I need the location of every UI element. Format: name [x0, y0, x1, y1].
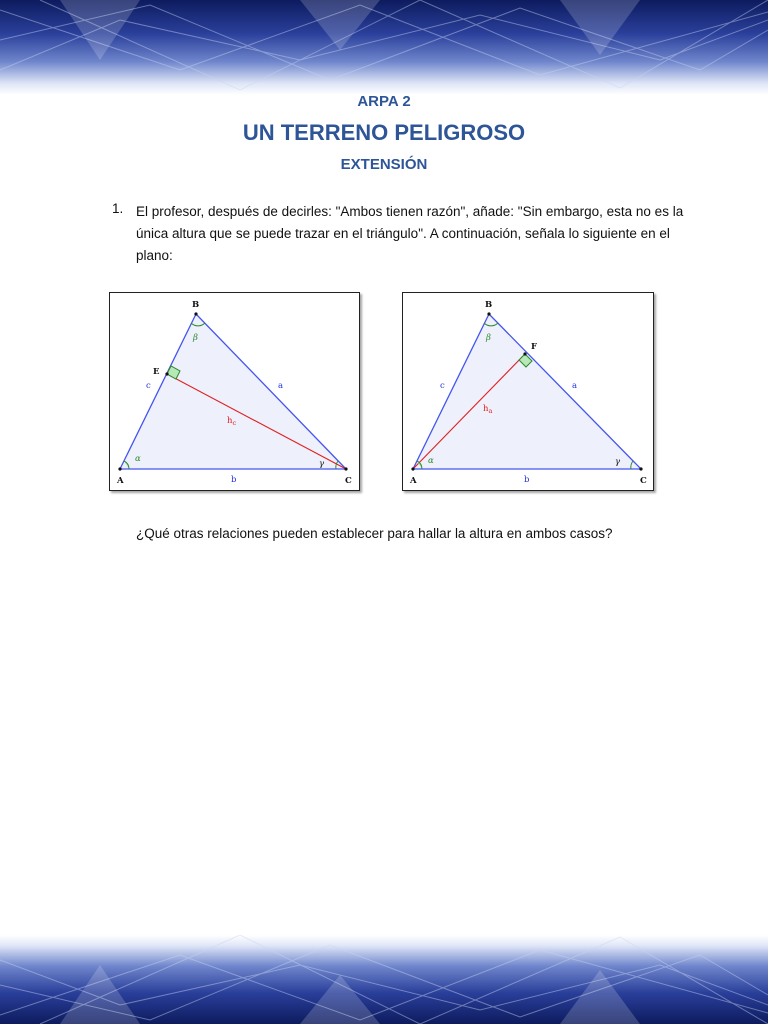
- activity-label: ARPA 2: [357, 93, 411, 110]
- triangle-shape: [120, 314, 346, 469]
- page-title: UN TERRENO PELIGROSO: [242, 120, 526, 145]
- side-b-label: b: [231, 475, 237, 485]
- angle-beta-label: β: [486, 333, 491, 343]
- footer-decorative-band: [0, 935, 768, 1024]
- triangle-diagram-1: [110, 293, 359, 490]
- foot-e-dot: [165, 372, 168, 375]
- angle-alpha-label: α: [428, 456, 434, 466]
- foot-e-label: E: [153, 367, 160, 377]
- angle-gamma-label: γ: [615, 457, 621, 467]
- item-text: El profesor, después de decirles: "Ambos tienen razón", añade: "Sin embargo, esta no es la única altura que se puede trazar en el triángulo". A continuación, señala lo siguiente en el plano:: [136, 204, 684, 263]
- vertex-c-dot: [639, 467, 642, 470]
- height-label: $h_a$: [483, 404, 493, 415]
- item-number: 1.: [112, 201, 124, 216]
- vertex-c-label: C: [640, 476, 647, 486]
- vertex-a-dot: [411, 467, 414, 470]
- vertex-b-label: B: [192, 300, 200, 310]
- vertex-a-label: A: [117, 476, 124, 486]
- vertex-b-dot: [487, 312, 490, 315]
- side-c-label: c: [440, 381, 445, 391]
- side-a-label: a: [278, 381, 284, 391]
- foot-f-dot: [523, 352, 526, 355]
- header-band-pattern: [0, 0, 768, 95]
- side-a-label: a: [572, 381, 578, 391]
- vertex-c-label: C: [345, 476, 352, 486]
- foot-f-label: F: [531, 342, 538, 352]
- side-c-label: c: [146, 381, 151, 391]
- angle-beta-label: β: [193, 333, 198, 343]
- follow-up-question: ¿Qué otras relaciones pueden establecer para hallar la altura en ambos casos?: [136, 526, 613, 541]
- angle-alpha-label: α: [135, 454, 141, 464]
- triangle-shape: [413, 314, 641, 469]
- header-decorative-band: [0, 0, 768, 95]
- triangle-figure-height-ha: [402, 292, 654, 491]
- triangle-figure-height-hc: [109, 292, 360, 491]
- section-subtitle: EXTENSIÓN: [340, 156, 428, 173]
- vertex-c-dot: [344, 467, 347, 470]
- vertex-a-dot: [118, 467, 121, 470]
- side-b-label: b: [524, 475, 530, 485]
- angle-gamma-label: γ: [319, 459, 325, 469]
- vertex-b-dot: [194, 312, 197, 315]
- vertex-a-label: A: [410, 476, 417, 486]
- height-label: $h_c$: [227, 416, 237, 427]
- vertex-b-label: B: [485, 300, 493, 310]
- footer-band-pattern: [0, 935, 768, 1024]
- triangle-diagram-2: [403, 293, 653, 490]
